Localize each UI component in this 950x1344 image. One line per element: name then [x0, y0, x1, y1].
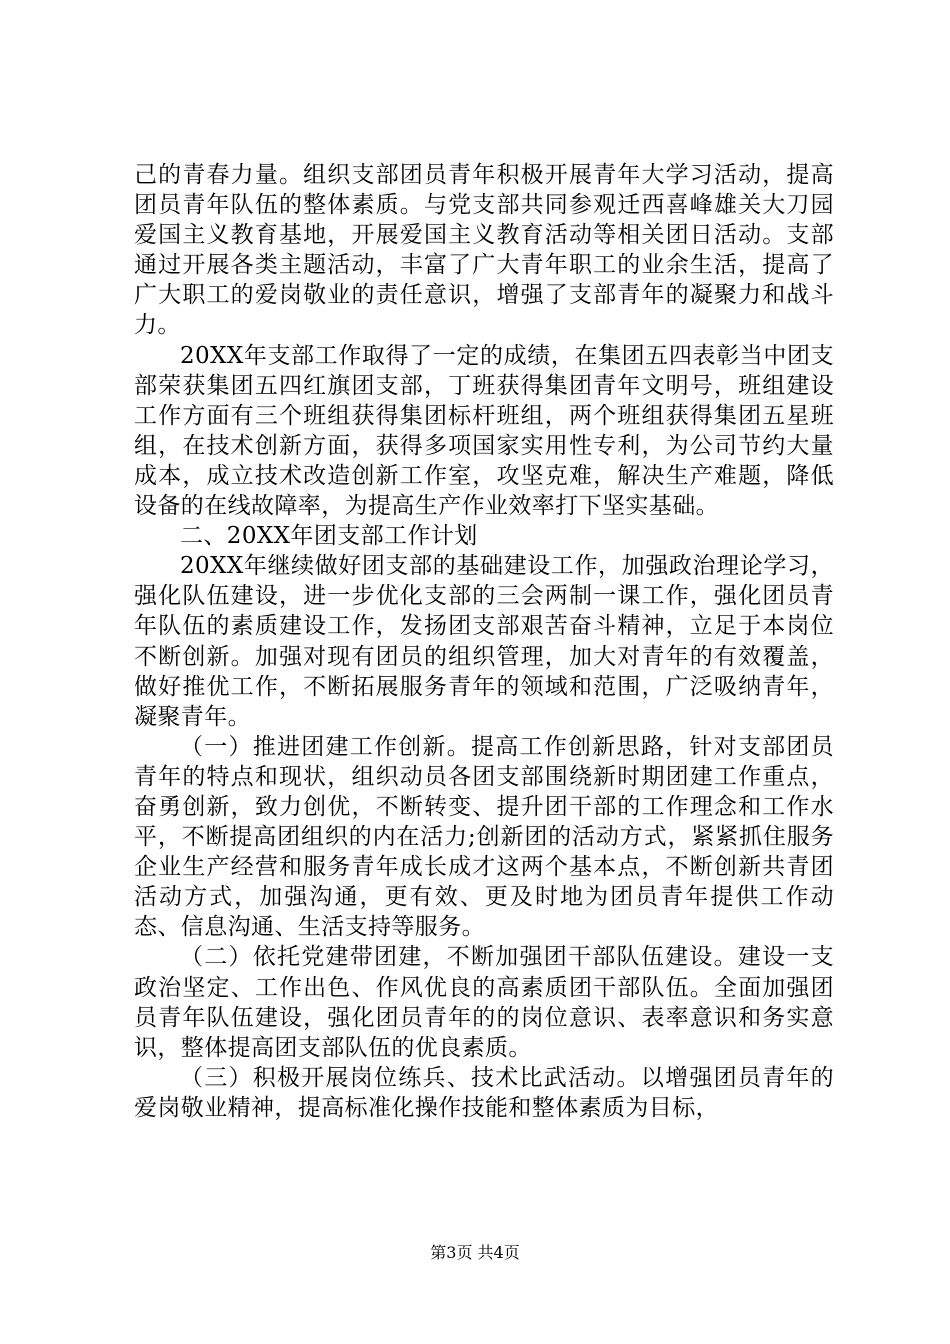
- document-body: [134, 160, 834, 1123]
- page-footer: 第3页 共4页: [430, 1243, 520, 1262]
- section-heading-2: 二、20XX年团支部工作计划: [180, 523, 478, 550]
- paragraph-1: 己的青春力量。组织支部团员青年积极开展青年大学习活动，提高团员青年队伍的整体素质。与党支部共同参观迁西喜峰雄关大刀园爱国主义教育基地，开展爱国主义教育活动等相关团日活动。支部通过开展各类主题活动，丰富了广大青年职工的业余生活，提高了广大职工的爱岗敬业的责任意识，增强了支部青年的凝聚力和战斗力。: [134, 162, 834, 339]
- paragraph-3: 20XX年继续做好团支部的基础建设工作，加强政治理论学习，强化队伍建设，进一步优化支部的三会两制一课工作，强化团员青年队伍的素质建设工作，发扬团支部艰苦奋斗精神，立足于本岗位不断创新。加强对现有团员的组织管理，加大对青年的有效覆盖，做好推优工作，不断拓展服务青年的领域和范围，广泛吸纳青年，凝聚青年。: [134, 553, 834, 730]
- paragraph-2: 20XX年支部工作取得了一定的成绩，在集团五四表彰当中团支部荣获集团五四红旗团支部，丁班获得集团青年文明号，班组建设工作方面有三个班组获得集团标杆班组，两个班组获得集团五星班组，在技术创新方面，获得多项国家实用性专利，为公司节约大量成本，成立技术改造创新工作室，攻坚克难，解决生产难题，降低设备的在线故障率，为提高生产作业效率打下坚实基础。: [134, 342, 834, 520]
- paragraph-item-1: （一）推进团建工作创新。提高工作创新思路，针对支部团员青年的特点和现状，组织动员各团支部围绕新时期团建工作重点，奋勇创新，致力创优，不断转变、提升团干部的工作理念和工作水平，不断提高团组织的内在活力;创新团的活动方式，紧紧抓住服务企业生产经营和服务青年成长成才这两个基本点，不断创新共青团活动方式，加强沟通，更有效、更及时地为团员青年提供工作动态、信息沟通、生活支持等服务。: [134, 733, 834, 941]
- paragraph-item-2: （二）依托党建带团建，不断加强团干部队伍建设。建设一支政治坚定、工作出色、作风优良的高素质团干部队伍。全面加强团员青年队伍建设，强化团员青年的的岗位意识、表率意识和务实意识，整体提高团支部队伍的优良素质。: [134, 944, 834, 1061]
- paragraph-item-3: （三）积极开展岗位练兵、技术比武活动。以增强团员青年的爱岗敬业精神，提高标准化操作技能和整体素质为目标，: [134, 1064, 834, 1121]
